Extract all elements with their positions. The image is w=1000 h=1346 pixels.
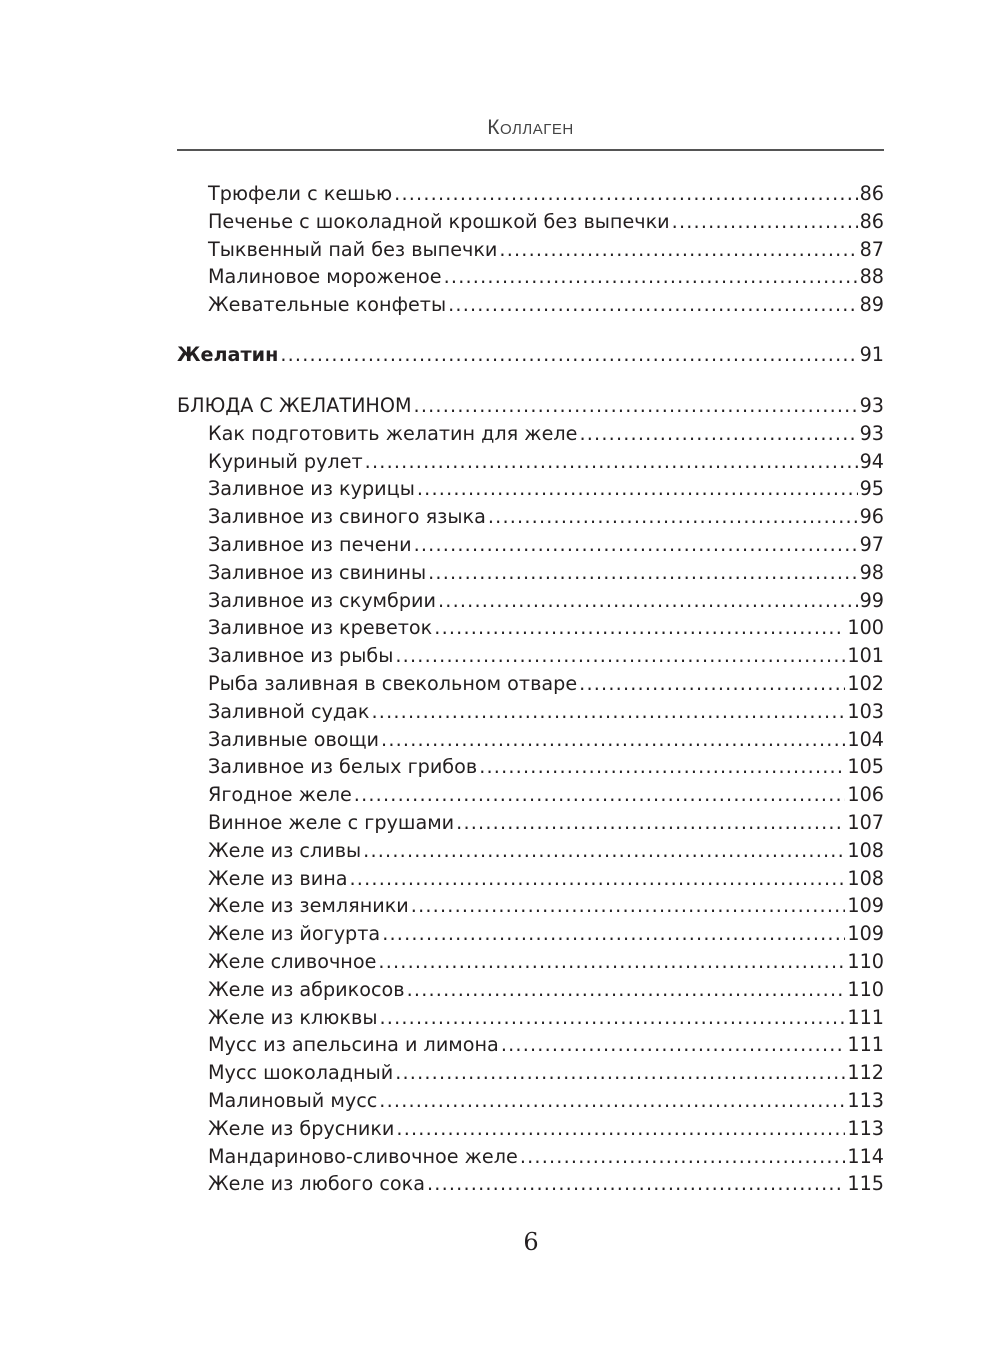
toc-entry[interactable]	[208, 921, 884, 947]
dot-leader	[456, 810, 845, 836]
toc-entry[interactable]	[208, 699, 884, 725]
toc-entry[interactable]	[208, 727, 884, 753]
entry-page: 96	[859, 505, 884, 529]
entry-title: Желе из абрикосов	[208, 977, 405, 1001]
entry-title: Как подготовить желатин для желе	[208, 421, 578, 445]
entry-title: Мандариново-сливочное желе	[208, 1144, 518, 1168]
toc-section[interactable]	[177, 393, 884, 419]
entry-title: Желе из земляники	[208, 894, 409, 918]
dot-leader	[379, 1088, 845, 1114]
dot-leader	[448, 292, 857, 318]
entry-title: Заливное из креветок	[208, 616, 433, 640]
entry-page: 98	[859, 560, 884, 584]
dot-leader	[427, 1171, 845, 1197]
entry-title: Рыба заливная в свекольном отваре	[208, 672, 578, 695]
entry-title: Трюфели с кешью	[208, 182, 393, 205]
toc-entry[interactable]	[208, 782, 884, 808]
entry-page: 105	[847, 755, 884, 779]
entry-title: Заливное из курицы	[208, 477, 415, 501]
dot-leader	[520, 1144, 846, 1170]
entry-page: 109	[847, 922, 884, 946]
entry-title: Заливное из свиного языка	[208, 505, 486, 529]
entry-title: Малиновый мусс	[208, 1089, 378, 1112]
dot-leader	[579, 671, 845, 697]
entry-page: 114	[847, 1144, 884, 1168]
entry-title: Винное желе с грушами	[208, 811, 455, 834]
dot-leader	[396, 1116, 845, 1142]
toc-entry[interactable]	[208, 476, 884, 502]
page-number: 6	[523, 1228, 539, 1256]
entry-page: 106	[847, 783, 884, 807]
dot-leader	[354, 782, 846, 808]
entry-page: 100	[847, 616, 884, 640]
dot-leader	[394, 181, 857, 207]
entry-page: 113	[847, 1089, 884, 1112]
entry-title: Мусс из апельсина и лимона	[208, 1033, 499, 1057]
dot-leader	[381, 727, 845, 753]
entry-page: 110	[847, 950, 884, 973]
toc-entry[interactable]	[208, 588, 884, 614]
entry-page: 111	[847, 1005, 884, 1029]
entry-title: БЛЮДА С ЖЕЛАТИНОМ	[177, 394, 412, 417]
entry-page: 115	[847, 1172, 884, 1196]
entry-title: Заливное из печени	[208, 533, 412, 556]
entry-page: 108	[847, 866, 884, 890]
entry-title: Желе сливочное	[208, 950, 377, 973]
toc-entry[interactable]	[208, 671, 884, 697]
entry-title: Желе из йогурта	[208, 922, 381, 946]
entry-title: Мусс шоколадный	[208, 1061, 394, 1085]
entry-title: Желатин	[177, 343, 279, 366]
dot-leader	[414, 393, 858, 419]
dot-leader	[363, 838, 845, 864]
dot-leader	[501, 1032, 846, 1058]
entry-page: 99	[859, 588, 884, 612]
toc-entry[interactable]	[208, 643, 884, 669]
toc-entry[interactable]	[208, 1005, 884, 1031]
entry-title: Малиновое мороженое	[208, 265, 442, 289]
dot-leader	[382, 921, 845, 947]
dot-leader	[672, 209, 858, 235]
toc-entry[interactable]	[208, 977, 884, 1003]
entry-title: Желе из клюквы	[208, 1005, 378, 1029]
dot-leader	[411, 893, 846, 919]
toc-entry[interactable]	[208, 292, 884, 318]
toc-entry[interactable]	[208, 421, 884, 447]
entry-page: 102	[847, 672, 884, 695]
entry-page: 103	[847, 699, 884, 723]
toc-entry[interactable]	[208, 754, 884, 780]
entry-title: Куриный рулет	[208, 449, 363, 473]
dot-leader	[371, 699, 845, 725]
dot-leader	[378, 949, 845, 975]
toc-entry[interactable]	[208, 209, 884, 235]
entry-title: Желе из брусники	[208, 1116, 395, 1140]
entry-title: Заливное из белых грибов	[208, 755, 478, 779]
toc-entry[interactable]	[208, 1060, 884, 1086]
entry-title: Ягодное желе	[208, 783, 352, 807]
toc-entry[interactable]	[208, 949, 884, 975]
toc-entry[interactable]	[208, 504, 884, 530]
entry-page: 93	[859, 421, 884, 445]
entry-page: 101	[847, 644, 884, 668]
entry-title: Желе из любого сока	[208, 1172, 425, 1196]
toc-entry[interactable]	[208, 1032, 884, 1058]
entry-title: Заливной судак	[208, 699, 370, 723]
entry-title: Печенье с шоколадной крошкой без выпечки	[208, 209, 670, 233]
entry-page: 104	[847, 727, 884, 751]
toc-entry[interactable]	[208, 1144, 884, 1170]
entry-page: 94	[859, 449, 884, 473]
entry-page: 112	[847, 1061, 884, 1085]
header-rule	[177, 149, 884, 151]
dot-leader	[417, 476, 858, 502]
dot-leader	[365, 449, 858, 475]
toc-entry[interactable]	[208, 810, 884, 836]
entry-page: 110	[847, 977, 884, 1001]
toc-entry[interactable]	[208, 866, 884, 892]
entry-page: 91	[859, 343, 884, 366]
entry-page: 95	[859, 477, 884, 501]
dot-leader	[414, 532, 858, 558]
dot-leader	[407, 977, 846, 1003]
dot-leader	[379, 1005, 845, 1031]
entry-title: Желе из сливы	[208, 838, 362, 862]
entry-page: 87	[859, 237, 884, 261]
entry-page: 97	[859, 533, 884, 556]
toc-entry[interactable]	[208, 449, 884, 475]
entry-title: Заливное из скумбрии	[208, 588, 436, 612]
entry-title: Заливное из свинины	[208, 560, 427, 584]
dot-leader	[479, 754, 845, 780]
entry-page: 88	[859, 265, 884, 289]
dot-leader	[428, 560, 857, 586]
dot-leader	[280, 342, 857, 368]
toc-entry[interactable]	[208, 237, 884, 263]
dot-leader	[350, 866, 846, 892]
entry-page: 113	[847, 1116, 884, 1140]
entry-page: 109	[847, 894, 884, 918]
entry-page: 107	[847, 811, 884, 834]
toc-entry[interactable]	[208, 1088, 884, 1114]
toc-entry[interactable]	[208, 181, 884, 207]
dot-leader	[395, 1060, 845, 1086]
toc-entry[interactable]	[208, 532, 884, 558]
entry-title: Желе из вина	[208, 866, 348, 890]
entry-page: 93	[859, 394, 884, 417]
toc-entry[interactable]	[208, 264, 884, 290]
entry-title: Жевательные конфеты	[208, 293, 447, 317]
entry-title: Заливные овощи	[208, 727, 380, 751]
entry-page: 108	[847, 838, 884, 862]
toc-entry[interactable]	[208, 893, 884, 919]
dot-leader	[488, 504, 858, 530]
toc-entry[interactable]	[208, 615, 884, 641]
toc-entry[interactable]	[208, 838, 884, 864]
toc-entry[interactable]	[208, 560, 884, 586]
dot-leader	[444, 264, 858, 290]
entry-page: 111	[847, 1033, 884, 1057]
entry-title: Заливное из рыбы	[208, 644, 394, 668]
dot-leader	[434, 615, 845, 641]
dot-leader	[438, 588, 858, 614]
entry-title: Тыквенный пай без выпечки	[208, 237, 498, 261]
toc-entry[interactable]	[208, 1116, 884, 1142]
entry-page: 89	[859, 293, 884, 317]
toc-entry[interactable]	[208, 1171, 884, 1197]
dot-leader	[579, 421, 857, 447]
running-header: Коллаген	[487, 116, 574, 139]
dot-leader	[395, 643, 845, 669]
toc-chapter[interactable]	[177, 342, 884, 368]
dot-leader	[499, 237, 857, 263]
entry-page: 86	[859, 182, 884, 205]
entry-page: 86	[859, 209, 884, 233]
